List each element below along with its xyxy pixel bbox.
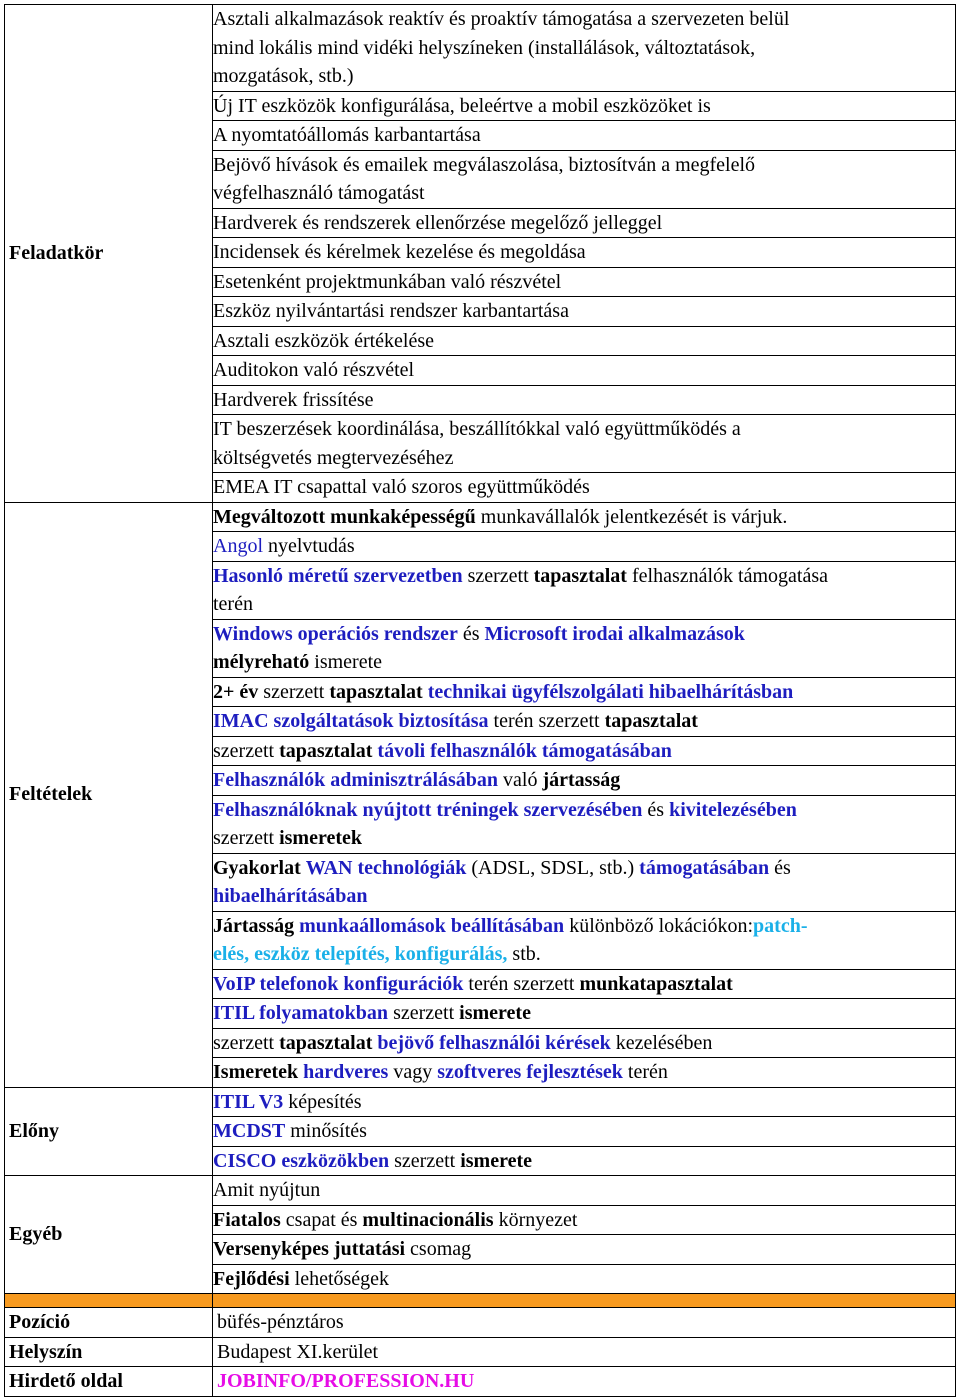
feltetelek-item [213, 911, 956, 969]
egyeb-text-segment: Fejlődési [213, 1267, 290, 1290]
egyeb-text-segment: Fiatalos [213, 1208, 281, 1231]
feltetelek-text-segment: támogatásában [639, 856, 770, 879]
feltetelek-text-segment: kezelésében [610, 1031, 713, 1054]
feltetelek-item [213, 619, 956, 677]
label-helyszin: Helyszín [5, 1337, 213, 1367]
feltetelek-item-line [213, 999, 955, 1028]
feltetelek-text-segment: VoIP telefonok konfigurációk [213, 972, 464, 995]
feltetelek-text-segment: ITIL folyamatokban [213, 1002, 389, 1024]
feltetelek-item-line [213, 737, 955, 766]
egyeb-item [213, 1264, 956, 1293]
feladatkor-item-line: Hardverek frissítése [213, 388, 374, 411]
egyeb-item [213, 1235, 956, 1265]
feladatkor-row [213, 208, 956, 238]
egyeb-inner-table [213, 1176, 956, 1293]
feltetelek-item [213, 707, 956, 737]
feladatkor-item [213, 238, 956, 268]
feltetelek-text-segment: felhasználók támogatása [626, 564, 828, 587]
feltetelek-item [213, 503, 956, 532]
feltetelek-text-segment: szerzett [213, 827, 280, 849]
feltetelek-item [213, 1058, 956, 1087]
feladatkor-row [213, 5, 956, 91]
egyeb-text-segment: multinacionális [362, 1208, 494, 1231]
feltetelek-text-segment: való [498, 769, 543, 791]
egyeb-item [213, 1205, 956, 1235]
feltetelek-text-segment: Gyakorlat [213, 856, 301, 879]
feltetelek-item-line [213, 590, 955, 619]
feltetelek-item-line [213, 562, 955, 591]
value-hirdeto-link[interactable]: JOBINFO/PROFESSION.HU [213, 1367, 956, 1397]
egyeb-list [213, 1176, 956, 1294]
feltetelek-text-segment: terén [213, 593, 253, 615]
feltetelek-text-segment: Hasonló méretű szervezetben [213, 564, 463, 587]
feltetelek-text-segment: és [642, 798, 670, 821]
feltetelek-text-segment: távoli felhasználók támogatásában [377, 739, 672, 762]
feladatkor-row [213, 267, 956, 297]
feltetelek-item-line [213, 707, 955, 736]
feltetelek-row [213, 561, 956, 619]
feltetelek-text-segment: Felhasználóknak nyújtott tréningek szervezésében [213, 798, 643, 821]
feltetelek-text-segment: szerzett [213, 1031, 280, 1054]
feltetelek-text-segment: munkavállalók jelentkezését is várjuk. [475, 505, 788, 528]
feladatkor-inner-table [213, 5, 956, 502]
feltetelek-item-line [213, 1029, 955, 1058]
egyeb-text-segment: Amit nyújtun [213, 1179, 321, 1201]
elony-text-segment: MCDST [213, 1120, 286, 1142]
feladatkor-row [213, 326, 956, 356]
egyeb-row [213, 1176, 956, 1205]
feltetelek-text-segment: ismerete [309, 651, 383, 673]
feladatkor-row [213, 297, 956, 327]
feladatkor-item-line: költségvetés megtervezéséhez [213, 446, 454, 469]
elony-text-segment: ismerete [460, 1149, 533, 1172]
feladatkor-item-line: Incidensek és kérelmek kezelése és megoldása [213, 241, 586, 263]
feltetelek-text-segment: jártasság [542, 769, 621, 791]
feltetelek-text-segment: különböző lokációkon: [564, 914, 754, 937]
elony-item [213, 1117, 956, 1147]
feladatkor-row [213, 356, 956, 386]
feltetelek-item-line [213, 503, 955, 532]
value-helyszin: Budapest XI.kerület [213, 1337, 956, 1367]
feltetelek-row [213, 853, 956, 911]
feltetelek-text-segment: stb. [507, 943, 541, 965]
label-feltetelek: Feltételek [5, 502, 213, 1087]
feltetelek-item-line [213, 532, 955, 561]
row-helyszin [5, 1337, 956, 1367]
feladatkor-item-line: A nyomtatóállomás karbantartása [213, 124, 481, 146]
feltetelek-text-segment: nyelvtudás [263, 535, 355, 557]
orange-divider-left [5, 1294, 213, 1308]
feltetelek-text-segment: tapasztalat [279, 739, 373, 762]
feltetelek-text-segment: tapasztalat [279, 1031, 373, 1054]
egyeb-text-segment: csomag [405, 1238, 472, 1260]
feladatkor-list [213, 5, 956, 503]
section-elony [5, 1087, 956, 1176]
egyeb-item-line [213, 1265, 955, 1294]
egyeb-item [213, 1176, 956, 1205]
feladatkor-item-line: mind lokális mind vidéki helyszíneken (installálások, változtatások, [213, 36, 756, 59]
feltetelek-text-segment: bejövő felhasználói kérések [377, 1031, 611, 1054]
egyeb-row [213, 1235, 956, 1265]
feladatkor-item-line: Bejövő hívások és emailek megválaszolása, biztosítván a megfelelő [213, 153, 756, 176]
feltetelek-text-segment: tapasztalat [329, 680, 423, 703]
feltetelek-item [213, 736, 956, 766]
feladatkor-item [213, 385, 956, 415]
feltetelek-item-line [213, 648, 955, 677]
feladatkor-item [213, 121, 956, 151]
egyeb-row [213, 1264, 956, 1293]
feladatkor-item-line: Auditokon való részvétel [213, 359, 415, 381]
feltetelek-text-segment: szoftveres fejlesztések [437, 1061, 623, 1083]
feltetelek-row [213, 1028, 956, 1058]
label-elony: Előny [5, 1087, 213, 1176]
feltetelek-item [213, 853, 956, 911]
feladatkor-row [213, 238, 956, 268]
egyeb-text-segment: csapat és [280, 1208, 363, 1231]
egyeb-item-line [213, 1235, 955, 1264]
feltetelek-row [213, 911, 956, 969]
feltetelek-text-segment: IMAC szolgáltatások biztosítása [213, 710, 489, 732]
feltetelek-text-segment: hibaelhárításában [213, 885, 368, 907]
feltetelek-text-segment: terén [622, 1061, 668, 1083]
elony-text-segment: minősítés [285, 1120, 367, 1142]
feladatkor-item-line: Hardverek és rendszerek ellenőrzése megelőző jelleggel [213, 211, 663, 234]
feltetelek-row [213, 999, 956, 1029]
feltetelek-text-segment: Jártasság [213, 914, 295, 937]
feltetelek-item [213, 795, 956, 853]
feladatkor-row [213, 473, 956, 502]
feltetelek-text-segment: Felhasználók adminisztrálásában [213, 769, 499, 791]
feltetelek-item-line [213, 796, 955, 825]
elony-item [213, 1088, 956, 1117]
feltetelek-item-line [213, 854, 955, 883]
elony-row [213, 1088, 956, 1117]
feladatkor-item [213, 208, 956, 238]
elony-item-line [213, 1117, 955, 1146]
elony-text-segment: képesítés [283, 1090, 362, 1113]
feltetelek-text-segment: patch- [753, 914, 808, 937]
feltetelek-row [213, 677, 956, 707]
feladatkor-item [213, 356, 956, 386]
elony-row [213, 1117, 956, 1147]
feladatkor-item [213, 326, 956, 356]
feltetelek-text-segment: Angol [213, 535, 263, 557]
feltetelek-text-segment: mélyreható [213, 651, 310, 673]
feladatkor-item [213, 415, 956, 473]
feladatkor-row [213, 415, 956, 473]
feladatkor-row [213, 91, 956, 121]
feltetelek-text-segment: tapasztalat [604, 710, 698, 732]
feltetelek-text-segment: szerzett [258, 680, 330, 703]
feladatkor-item-line: végfelhasználó támogatást [213, 182, 425, 204]
feladatkor-row [213, 385, 956, 415]
feltetelek-text-segment: tapasztalat [533, 564, 627, 587]
feladatkor-item-line: EMEA IT csapattal való szoros együttműködés [213, 476, 590, 498]
elony-item-line [213, 1147, 955, 1176]
feltetelek-text-segment: Microsoft irodai alkalmazások [484, 622, 745, 645]
elony-item-line [213, 1088, 955, 1117]
feltetelek-text-segment: Megváltozott munkaképességű [213, 505, 476, 528]
egyeb-text-segment: lehetőségek [289, 1267, 390, 1290]
feladatkor-item-line: Asztali eszközök értékelése [213, 329, 435, 352]
feltetelek-row [213, 736, 956, 766]
feltetelek-text-segment: terén szerzett [463, 972, 580, 995]
feltetelek-text-segment: szerzett [213, 739, 280, 762]
job-posting-table [4, 4, 956, 1397]
feladatkor-item [213, 5, 956, 91]
feltetelek-item-line [213, 940, 955, 969]
feltetelek-text-segment: ismeretek [279, 827, 363, 849]
feltetelek-item-line [213, 824, 955, 853]
feladatkor-item [213, 267, 956, 297]
feladatkor-row [213, 121, 956, 151]
label-hirdeto: Hirdető oldal [5, 1367, 213, 1397]
section-feladatkor [5, 5, 956, 503]
feltetelek-text-segment: hardveres [303, 1061, 389, 1083]
feltetelek-text-segment: Windows operációs rendszer [213, 622, 458, 645]
elony-item [213, 1146, 956, 1175]
feltetelek-text-segment: munkaállomások beállításában [299, 914, 565, 937]
elony-text-segment: ITIL V3 [213, 1090, 284, 1113]
elony-inner-table [213, 1088, 956, 1176]
feltetelek-item-line [213, 678, 955, 707]
feltetelek-text-segment: 2+ év [213, 680, 259, 703]
feltetelek-item-line [213, 882, 955, 911]
elony-list [213, 1087, 956, 1176]
label-feladatkor: Feladatkör [5, 5, 213, 503]
elony-text-segment: szerzett [389, 1149, 461, 1172]
feladatkor-item-line: Esetenként projektmunkában való részvétel [213, 270, 562, 293]
egyeb-row [213, 1205, 956, 1235]
feltetelek-text-segment: terén szerzett [488, 710, 605, 732]
feltetelek-row [213, 619, 956, 677]
feltetelek-item-line [213, 1058, 955, 1087]
egyeb-item-line [213, 1206, 955, 1235]
row-pozicio [5, 1308, 956, 1338]
feltetelek-inner-table [213, 503, 956, 1087]
feladatkor-item-line: Új IT eszközök konfigurálása, beleértve a mobil eszközöket is [213, 94, 711, 117]
feladatkor-item [213, 150, 956, 208]
section-egyeb [5, 1176, 956, 1294]
feladatkor-item [213, 91, 956, 121]
feltetelek-row [213, 795, 956, 853]
feltetelek-text-segment: elés, eszköz telepítés, konfigurálás, [213, 943, 508, 965]
feltetelek-item [213, 999, 956, 1029]
feltetelek-text-segment: szerzett [462, 564, 534, 587]
feltetelek-item [213, 766, 956, 796]
feltetelek-item-line [213, 766, 955, 795]
egyeb-text-segment: környezet [493, 1208, 578, 1231]
label-egyeb: Egyéb [5, 1176, 213, 1294]
feltetelek-item-line [213, 620, 955, 649]
feladatkor-item-line: Asztali alkalmazások reaktív és proaktív támogatása a szervezeten belül [213, 8, 790, 30]
feltetelek-item [213, 561, 956, 619]
feltetelek-item [213, 532, 956, 562]
label-pozicio: Pozíció [5, 1308, 213, 1338]
feltetelek-row [213, 1058, 956, 1087]
elony-row [213, 1146, 956, 1175]
orange-divider [5, 1294, 956, 1308]
feltetelek-item [213, 969, 956, 999]
elony-text-segment: CISCO eszközökben [213, 1149, 390, 1172]
feladatkor-row [213, 150, 956, 208]
feltetelek-item [213, 1028, 956, 1058]
feltetelek-text-segment: (ADSL, SDSL, stb.) [466, 856, 640, 879]
feltetelek-row [213, 707, 956, 737]
feltetelek-item-line [213, 912, 955, 941]
value-pozicio: büfés-pénztáros [213, 1308, 956, 1338]
feladatkor-item [213, 297, 956, 327]
feltetelek-row [213, 503, 956, 532]
feladatkor-item-line: IT beszerzések koordinálása, beszállítókkal való együttműködés a [213, 418, 741, 440]
egyeb-text-segment: Versenyképes juttatási [213, 1238, 406, 1260]
feltetelek-text-segment: munkatapasztalat [579, 972, 733, 995]
row-hirdeto [5, 1367, 956, 1397]
feladatkor-item [213, 473, 956, 502]
feltetelek-text-segment: kivitelezésében [669, 798, 797, 821]
orange-divider-right [213, 1294, 956, 1308]
feltetelek-text-segment: szerzett [388, 1002, 460, 1024]
feltetelek-row [213, 766, 956, 796]
feltetelek-text-segment: és [457, 622, 485, 645]
feltetelek-text-segment: WAN technológiák [305, 856, 467, 879]
section-feltetelek [5, 502, 956, 1087]
feltetelek-text-segment: és [769, 856, 791, 879]
feltetelek-item-line [213, 970, 955, 999]
feltetelek-list [213, 502, 956, 1087]
feltetelek-row [213, 969, 956, 999]
feltetelek-text-segment: ismerete [459, 1002, 531, 1024]
feltetelek-row [213, 532, 956, 562]
feladatkor-item-line: Eszköz nyilvántartási rendszer karbantartása [213, 300, 569, 322]
feltetelek-text-segment: vagy [388, 1061, 438, 1083]
feltetelek-text-segment: technikai ügyfélszolgálati hibaelhárításban [427, 680, 794, 703]
egyeb-item-line [213, 1176, 955, 1205]
feladatkor-item-line: mozgatások, stb.) [213, 65, 354, 87]
feltetelek-item [213, 677, 956, 707]
feltetelek-text-segment: Ismeretek [213, 1061, 299, 1083]
